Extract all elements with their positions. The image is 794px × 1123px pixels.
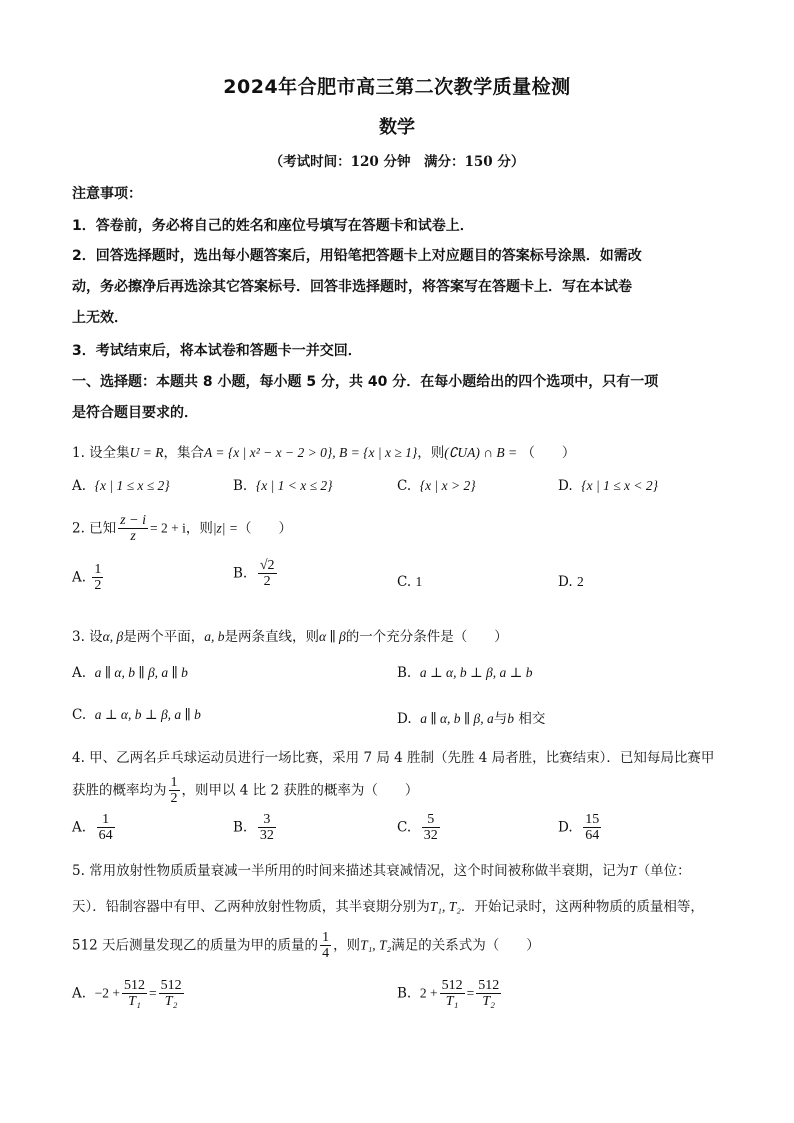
- question-4-option-d[interactable]: [558, 812, 603, 844]
- question-4-option-a[interactable]: [72, 812, 117, 844]
- question-1-option-c[interactable]: [397, 478, 476, 494]
- option-label: A.: [72, 985, 87, 1002]
- option-fraction: [422, 812, 440, 844]
- question-5-half-lives: T₁, T₂: [429, 899, 461, 914]
- option-label: B.: [233, 478, 248, 494]
- option-lead: 2 +: [419, 985, 438, 1001]
- option-equals: =: [149, 985, 157, 1001]
- option-label: D.: [558, 819, 573, 836]
- option-text: 1: [415, 574, 423, 589]
- option-text-connector: 与: [493, 711, 508, 727]
- question-1-then: ，则: [417, 445, 445, 461]
- fraction-denominator: 4: [322, 946, 330, 962]
- question-5-line-3-mid: ，则: [333, 937, 361, 954]
- fraction-numerator: 512: [160, 978, 182, 993]
- question-1-option-b[interactable]: [233, 478, 333, 494]
- fraction-denominator: T₂: [482, 994, 496, 1010]
- option-fraction-left: [440, 978, 465, 1010]
- option-fraction-right: [476, 978, 501, 1010]
- question-1-universe: U = R: [129, 445, 164, 460]
- question-1-blank: （ ）: [521, 445, 576, 461]
- notes-heading: 注意事项：: [72, 186, 142, 202]
- question-2-prefix: 2. 已知: [72, 520, 117, 537]
- question-3-option-c[interactable]: [72, 707, 201, 723]
- question-4-option-c[interactable]: [397, 812, 442, 844]
- option-label: B.: [233, 565, 248, 582]
- fraction-numerator: √2: [259, 558, 275, 573]
- fraction-denominator: T₁: [128, 994, 141, 1010]
- question-1: [72, 441, 575, 461]
- question-5-line-3-text: 512 天后测量发现乙的质量为甲的质量的: [72, 937, 319, 954]
- option-equals: =: [466, 985, 475, 1001]
- question-3-option-b[interactable]: [397, 665, 532, 681]
- question-1-mid: ，集合: [163, 445, 205, 461]
- fraction-denominator: 2: [170, 791, 178, 807]
- question-3: [72, 625, 508, 645]
- option-lead: −2 +: [94, 985, 120, 1001]
- fraction-denominator: 64: [98, 828, 113, 844]
- fraction-numerator: z − i: [120, 513, 146, 528]
- fraction-numerator: 15: [585, 812, 600, 827]
- question-2-option-a[interactable]: [72, 562, 105, 594]
- question-2-blank: （ ）: [238, 520, 292, 537]
- question-5-line-3: [72, 930, 540, 962]
- option-text: a ∥ α, b ∥ β, a ∥ b: [94, 665, 188, 680]
- fraction-denominator: 64: [585, 828, 600, 844]
- fraction-numerator: 5: [422, 812, 440, 828]
- section-heading-line-1: 一、选择题：本题共 8 小题，每小题 5 分，共 40 分．在每小题给出的四个选项中，只有一项: [72, 374, 659, 390]
- option-label: D.: [397, 711, 412, 727]
- question-4-line-1: 4. 甲、乙两名乒乓球运动员进行一场比赛，采用 7 局 4 胜制（先胜 4 局者胜，比赛结束）．已知每局比赛甲: [72, 750, 715, 766]
- question-2-option-b[interactable]: [233, 558, 279, 590]
- question-5-line-2: [72, 895, 704, 915]
- option-fraction: [92, 562, 103, 594]
- option-label: A.: [72, 819, 87, 836]
- option-text: a ⊥ α, b ⊥ β, a ⊥ b: [419, 665, 533, 680]
- section-heading-line-2: 是符合题目要求的．: [72, 405, 198, 421]
- question-3-option-a[interactable]: [72, 665, 188, 681]
- question-4-suffix: ，则甲以 4 比 2 获胜的概率为（ ）: [181, 782, 419, 799]
- option-text: {x | 1 ≤ x < 2}: [581, 478, 658, 493]
- question-5-fraction: [320, 930, 331, 962]
- option-label: A.: [72, 665, 87, 681]
- option-label: A.: [72, 569, 87, 586]
- option-fraction-right: [159, 978, 184, 1010]
- question-3-planes: α, β: [102, 629, 124, 644]
- option-text-var: b: [507, 711, 515, 726]
- question-3-condition: α ∥ β: [318, 629, 346, 644]
- option-fraction: [258, 558, 277, 590]
- fraction-numerator: 3: [258, 812, 276, 828]
- question-2-option-d[interactable]: [558, 574, 584, 590]
- option-text: {x | x > 2}: [419, 478, 476, 493]
- option-fraction: [97, 812, 115, 844]
- question-2-fraction: [118, 513, 148, 545]
- fraction-denominator: 2: [94, 578, 102, 594]
- option-text: a ⊥ α, b ⊥ β, a ∥ b: [94, 707, 201, 722]
- option-fraction: [258, 812, 276, 844]
- question-2-option-c[interactable]: [397, 574, 422, 590]
- option-label: C.: [397, 819, 412, 836]
- option-text: {x | 1 ≤ x ≤ 2}: [94, 478, 170, 493]
- question-5-line-1-suffix: （单位：: [636, 863, 691, 879]
- option-label: D.: [558, 574, 573, 590]
- note-item-1: 1．答卷前，务必将自己的姓名和座位号填写在答题卡和试卷上．: [72, 218, 474, 234]
- fraction-numerator: 1: [322, 930, 330, 945]
- note-item-3: 3．考试结束后，将本试卷和答题卡一并交回．: [72, 343, 362, 359]
- option-label: B.: [397, 665, 412, 681]
- subject-heading: 数学: [379, 117, 415, 138]
- fraction-numerator: 512: [478, 978, 500, 993]
- question-4-option-b[interactable]: [233, 812, 278, 844]
- question-1-sets: A = {x | x² − x − 2 > 0}, B = {x | x ≥ 1}: [204, 445, 418, 460]
- question-4-fraction: [169, 775, 180, 807]
- fraction-denominator: 2: [263, 574, 271, 590]
- note-item-2-line-3: 上无效．: [72, 310, 128, 326]
- option-text-end: 相交: [514, 711, 546, 727]
- question-5-line-1: [72, 859, 691, 879]
- fraction-numerator: 1: [94, 562, 102, 577]
- question-1-prefix: 1. 设全集: [72, 445, 130, 461]
- question-3-suffix: 的一个充分条件是（ ）: [345, 629, 508, 645]
- question-5-symbol-t: T: [629, 863, 637, 878]
- question-2-equation: = 2 + i: [149, 520, 186, 536]
- option-label: B.: [233, 819, 248, 836]
- fraction-denominator: z: [130, 529, 136, 545]
- question-5-option-b[interactable]: [397, 978, 503, 1010]
- fraction-denominator: T₂: [164, 994, 178, 1010]
- question-1-option-d[interactable]: [558, 478, 658, 494]
- question-3-option-d[interactable]: [397, 707, 545, 727]
- fraction-numerator: 512: [441, 978, 463, 993]
- option-label: B.: [397, 985, 412, 1002]
- fraction-denominator: 32: [259, 828, 274, 844]
- fraction-denominator: 32: [423, 828, 438, 844]
- note-item-2-line-2: 动，务必擦净后再选涂其它答案标号．回答非选择题时，将答案写在答题卡上．写在本试卷: [72, 279, 632, 295]
- question-2-mid: ，则: [185, 520, 213, 537]
- option-text: 2: [576, 574, 584, 589]
- option-fraction-left: [122, 978, 147, 1010]
- option-text: a ∥ α, b ∥ β, a: [420, 711, 494, 726]
- option-label: C.: [72, 707, 87, 723]
- fraction-numerator: 1: [97, 812, 115, 828]
- option-label: A.: [72, 478, 87, 494]
- question-1-option-a[interactable]: [72, 478, 170, 494]
- question-5-line-2-text: 天）．铅制容器中有甲、乙两种放射性物质，其半衰期分别为: [72, 899, 430, 915]
- exam-info: （考试时间：120 分钟 满分：150 分）: [269, 154, 525, 170]
- question-5-line-2-suffix: ．开始记录时，这两种物质的质量相等，: [460, 899, 704, 915]
- question-5-line-1-text: 5. 常用放射性物质质量衰减一半所用的时间来描述其衰减情况，这个时间被称做半衰期，记为: [72, 863, 630, 879]
- question-3-mid-2: 是两条直线，则: [224, 629, 319, 645]
- fraction-denominator: T₁: [445, 994, 459, 1010]
- fraction-numerator: 1: [170, 775, 178, 790]
- page-title: 2024年合肥市高三第二次教学质量检测: [223, 76, 571, 98]
- question-5-option-a[interactable]: [72, 978, 186, 1010]
- question-3-lines: a, b: [204, 629, 225, 644]
- question-5-line-3-suffix: 满足的关系式为（ ）: [391, 937, 540, 954]
- question-5-line-3-vars: T₁, T₂: [360, 937, 392, 953]
- question-3-mid-1: 是两个平面，: [123, 629, 205, 645]
- question-3-prefix: 3. 设: [72, 629, 103, 645]
- question-2: [72, 513, 292, 545]
- question-2-modulus: |z| =: [212, 520, 238, 536]
- fraction-numerator: 512: [124, 978, 145, 993]
- option-label: D.: [558, 478, 573, 494]
- option-text: {x | 1 < x ≤ 2}: [255, 478, 333, 493]
- note-item-2-line-1: 2．回答选择题时，选出每小题答案后，用铅笔把答题卡上对应题目的答案标号涂黑．如需改: [72, 248, 642, 264]
- option-label: C.: [397, 574, 412, 590]
- option-fraction: [583, 812, 601, 844]
- question-4-prefix: 获胜的概率均为: [72, 782, 167, 799]
- question-1-expression: (∁UA) ∩ B =: [444, 445, 518, 460]
- option-label: C.: [397, 478, 412, 494]
- question-4-line-2: [72, 775, 418, 807]
